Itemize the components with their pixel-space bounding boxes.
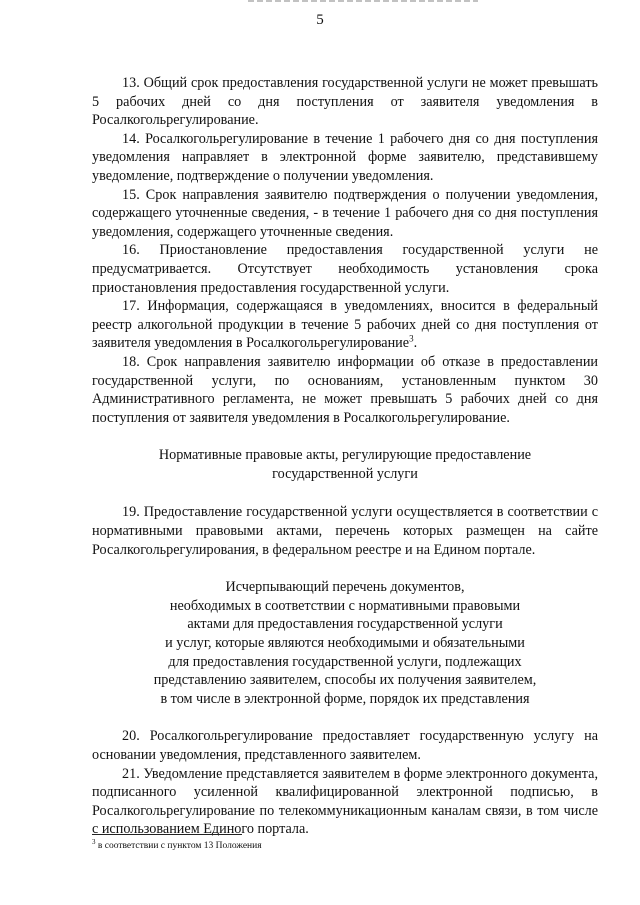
paragraph-number: 14. (122, 130, 140, 147)
paragraph-text: Предоставление государственной услуги осуществляется в соответствии с нормативными правовыми актами, перечень которых размещен на сайте Росалкогольрегулирования, в федеральном реестре и на Едином портале. (92, 504, 598, 558)
paragraph-number: 17. (122, 298, 140, 315)
heading-line: актами для предоставления государственной услуги (187, 616, 503, 633)
paragraph-text: Общий срок предоставления государственной услуги не может превышать 5 рабочих дней со дня поступления от заявителя уведомления в Росалкогольрегулирование. (92, 75, 598, 129)
paragraph-21 (92, 765, 598, 839)
paragraph-13 (92, 74, 598, 130)
paragraph-17: 17. Информация, содержащаяся в уведомлениях, вносится в федеральный реестр алкогольной продукции в течение 5 рабочих дней со дня поступления от заявителя уведомления в Росалкогольрегулирование$^3$. (92, 298, 599, 352)
paragraph-number: 16. (122, 242, 140, 259)
footnote-marker: 3 (92, 837, 96, 846)
paragraph-16 (92, 241, 598, 297)
paragraph-text: Информация, содержащаяся в уведомлениях, вносится в федеральный реестр алкогольной продукции в течение 5 рабочих дней со дня поступления от заявителя уведомления в Росалкогольрегулирование (92, 298, 599, 352)
paragraph-number: 18. (122, 353, 140, 370)
heading-line: в том числе в электронной форме, порядок их представления (160, 690, 530, 707)
paragraph-15 (92, 186, 598, 242)
footnote-reference: 3 (409, 333, 414, 344)
paragraph-19 (92, 503, 598, 559)
paragraph-number: 20. (122, 728, 140, 745)
paragraph-18 (92, 353, 598, 427)
paragraph-text: Срок направления заявителю информации об отказе в предоставлении государственной услуги, по основаниям, установленным пунктом 30 Административного регламента, не может превышать 5 рабочих дней со дня поступления от заявителя уведомления в Росалкогольрегулирование. (92, 353, 599, 426)
heading-line: и услуг, которые являются необходимыми и обязательными (165, 635, 525, 652)
scan-artifact-line (248, 0, 478, 2)
paragraph-number: 21. (122, 765, 140, 782)
paragraph-14 (92, 130, 598, 186)
document-body (92, 74, 598, 839)
paragraph-number: 13. (122, 75, 140, 91)
heading-line: Исчерпывающий перечень документов, (225, 579, 465, 596)
section-heading-legal-acts (92, 446, 598, 483)
footnote-separator (92, 834, 242, 835)
heading-line: Нормативные правовые акты, регулирующие предоставление (158, 447, 532, 464)
section-heading-documents-list (92, 578, 598, 708)
paragraph-text: Приостановление предоставления государственной услуги не предусматривается. Отсутствует необходимость установления срока приостановления предоставления государственной услуги. (92, 242, 599, 296)
paragraph-text: Росалкогольрегулирование предоставляет государственную услугу на основании уведомления, представленного заявителем. (92, 728, 598, 763)
heading-line: для предоставления государственной услуги, подлежащих (168, 653, 522, 670)
page-number: 5 (316, 12, 324, 28)
paragraph-20 (92, 727, 598, 764)
footnote (92, 837, 492, 852)
paragraph-text: Срок направления заявителю подтверждения о получении уведомления, содержащего уточненные сведения, - в течение 1 рабочего дня со дня поступления уведомления, содержащего уточненные сведения. (92, 186, 599, 240)
paragraph-number: 15. (122, 186, 140, 203)
paragraph-text: Уведомление представляется заявителем в форме электронного документа, подписанного усиленной квалифицированной электронной подписью, в Росалкогольрегулирование по телекоммуникационным каналам связи, в том числе с использованием Единого портала. (92, 765, 598, 838)
footnote-text: в соответствии с пунктом 13 Положения (97, 841, 262, 851)
heading-line: государственной услуги (272, 465, 418, 482)
heading-line: представлению заявителем, способы их получения заявителем, (153, 672, 537, 689)
paragraph-number: 19. (122, 504, 140, 521)
heading-line: необходимых в соответствии с нормативными правовыми (169, 597, 521, 614)
paragraph-text: Росалкогольрегулирование в течение 1 рабочего дня со дня поступления уведомления направляет в электронной форме заявителю, представившему уведомление, подтверждение о получении уведомления. (92, 130, 599, 184)
